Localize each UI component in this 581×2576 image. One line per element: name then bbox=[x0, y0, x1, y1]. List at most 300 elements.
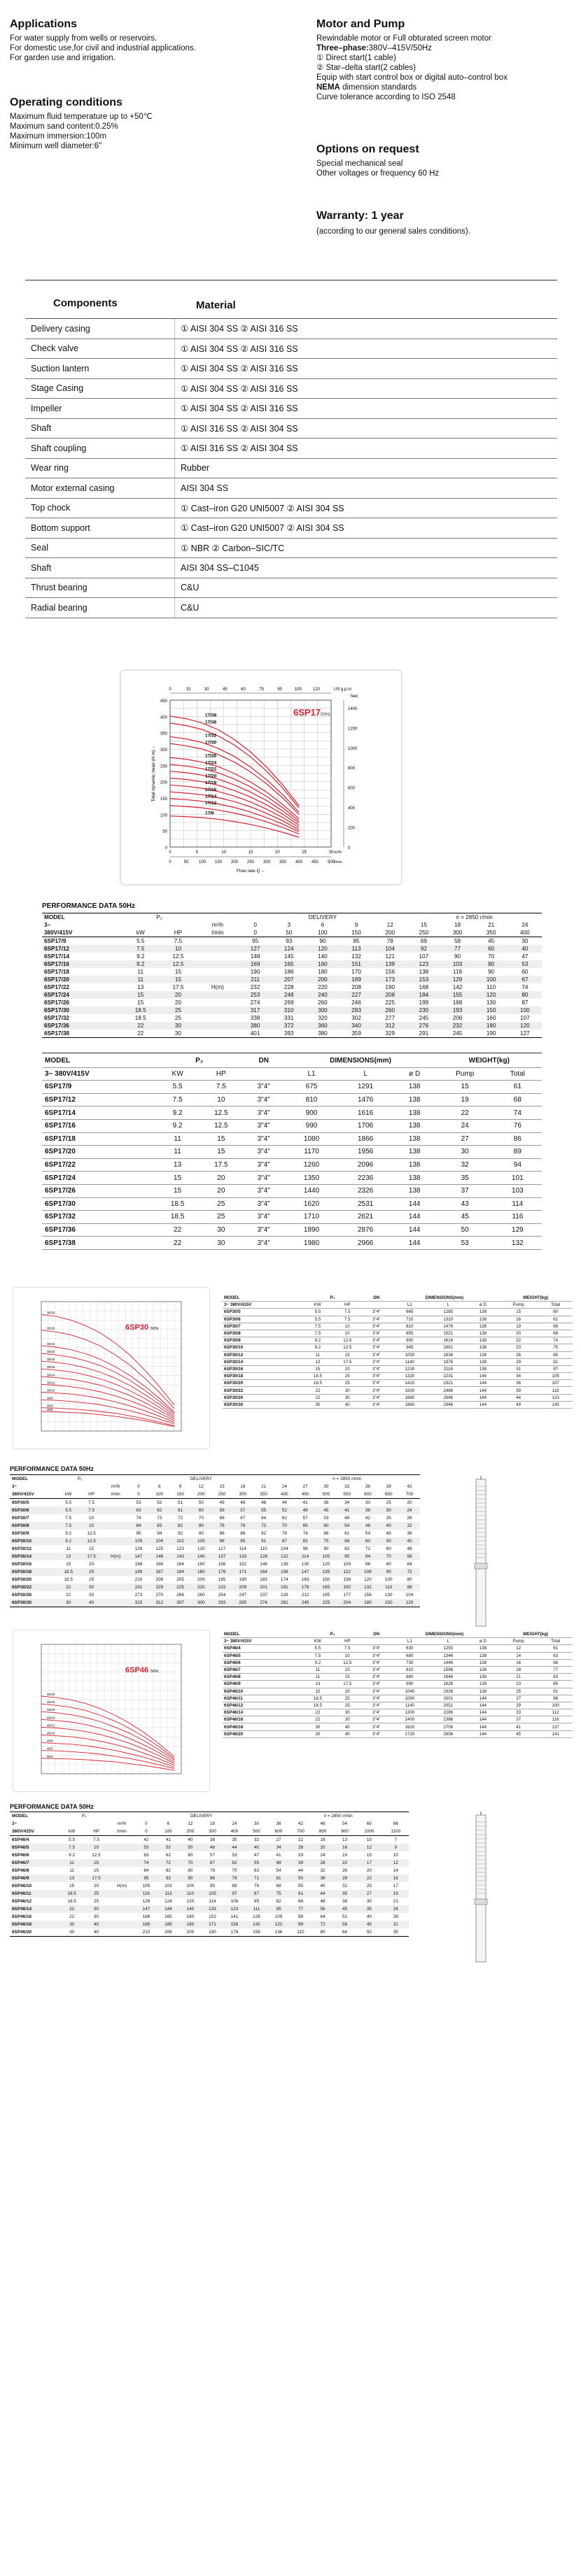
hp-value: 40 bbox=[80, 1599, 103, 1607]
head-value: 63 bbox=[144, 1853, 149, 1858]
q-m3h-value: 15 bbox=[219, 1484, 225, 1489]
dim-value: 1860 bbox=[391, 1401, 429, 1408]
table-header-row bbox=[223, 1638, 573, 1645]
head-value: 87 bbox=[274, 1537, 295, 1545]
dim-value: 1710 bbox=[284, 1211, 338, 1224]
head-value: 68 bbox=[337, 1537, 358, 1545]
dim-value: 138 bbox=[468, 1666, 498, 1673]
head-value: 51 bbox=[178, 1500, 183, 1505]
table-row bbox=[42, 1132, 542, 1146]
head-value: 168 bbox=[419, 984, 429, 990]
head-value: 260 bbox=[197, 1593, 205, 1597]
dim-value: 141 bbox=[538, 1730, 573, 1737]
kw-value: 7.5 bbox=[57, 1522, 80, 1530]
table-cell bbox=[108, 1851, 135, 1859]
head-value: 183 bbox=[260, 1577, 267, 1582]
head-value: 210 bbox=[135, 1928, 158, 1937]
head-value: 247 bbox=[239, 1593, 247, 1597]
model-name: 6SP17/30 bbox=[42, 1006, 122, 1014]
kw-value: 9.2 bbox=[136, 953, 145, 960]
dimensions-table-6sp30 bbox=[223, 1295, 573, 1409]
dim-value: 30 bbox=[303, 1401, 332, 1408]
head-value: 245 bbox=[295, 1599, 316, 1607]
model-header: MODEL bbox=[42, 1055, 155, 1067]
model-name: 6SP46/6 bbox=[12, 1853, 29, 1858]
head-value: 80 bbox=[386, 1562, 391, 1567]
model-name: 6SP17/22 bbox=[42, 1158, 155, 1172]
head-value: 45 bbox=[334, 1905, 356, 1913]
performance-curve-chart-6sp30 bbox=[13, 1288, 209, 1449]
model-name: 6SP30/10 bbox=[223, 1344, 303, 1351]
dim-value: 112 bbox=[538, 1709, 573, 1716]
dim-value: 2486 bbox=[429, 1387, 468, 1394]
head-value: 285 bbox=[232, 1599, 253, 1607]
model-name: 6SP17/36 bbox=[42, 1022, 122, 1030]
dim-value: 810 bbox=[391, 1666, 429, 1673]
pump-drawing-6sp46 bbox=[470, 1812, 491, 1965]
dim-value: 30 bbox=[332, 1709, 362, 1716]
model-name: 6SP30/9 bbox=[223, 1337, 303, 1344]
dim-value: 25 bbox=[200, 1211, 243, 1224]
q-lmin-value: 300 bbox=[202, 1828, 224, 1836]
head-value: 176 bbox=[223, 1928, 246, 1937]
component-row bbox=[25, 538, 557, 558]
dim-value: 2806 bbox=[429, 1730, 468, 1737]
q-lmin-value: 450 bbox=[295, 1490, 316, 1499]
head-value: 200 bbox=[306, 976, 340, 983]
weight-header: WEIGHT(kg) bbox=[437, 1055, 542, 1067]
dim-value: 3"4" bbox=[363, 1709, 391, 1716]
q-m3h-value: 36 bbox=[276, 1821, 281, 1826]
hp-value: 7.5 bbox=[88, 1500, 95, 1505]
component-material: AISI 304 SS–C1045 bbox=[175, 558, 558, 578]
q-lmin-value: 200 bbox=[190, 1490, 211, 1499]
dim-value: 1616 bbox=[429, 1337, 468, 1344]
x-bottom-tick-label: 200 bbox=[230, 860, 239, 864]
dim-value: 44 bbox=[498, 1394, 538, 1401]
dim-value: 138 bbox=[468, 1681, 498, 1688]
dim-value: 730 bbox=[391, 1659, 429, 1666]
head-value: 166 bbox=[155, 1562, 164, 1567]
dim-value: 27 bbox=[498, 1695, 538, 1702]
component-row bbox=[25, 359, 557, 379]
hp-value: 20 bbox=[89, 1562, 94, 1567]
warranty-section bbox=[316, 210, 470, 236]
head-value: 110 bbox=[378, 1584, 399, 1591]
head-value: 111 bbox=[246, 1905, 268, 1913]
q-m3h-value: 15 bbox=[420, 922, 427, 928]
series-label: 46/20 bbox=[47, 1693, 55, 1696]
dim-value: 3"4" bbox=[243, 1197, 284, 1211]
head-value: 46 bbox=[261, 1500, 267, 1505]
head-value: 35 bbox=[386, 1516, 391, 1521]
series-label: 30/12 bbox=[47, 1381, 55, 1385]
dim-value: 138 bbox=[393, 1106, 437, 1120]
dim-value: 138 bbox=[468, 1365, 498, 1372]
head-value: 82 bbox=[295, 1537, 316, 1545]
dim-value: 1140 bbox=[391, 1702, 429, 1709]
head-value: 231 bbox=[128, 1584, 149, 1591]
table-row bbox=[223, 1373, 573, 1380]
head-value: 77 bbox=[440, 945, 474, 953]
dim-value: 1476 bbox=[339, 1093, 393, 1106]
kw-value: 5.5 bbox=[69, 1837, 76, 1842]
component-name: Impeller bbox=[25, 399, 175, 419]
motor-line-1: Rewindable motor or Full obturated screen motor bbox=[316, 34, 491, 43]
head-value: 123 bbox=[407, 960, 440, 968]
speed-header: n = 2850 r/min bbox=[274, 1475, 421, 1483]
head-value: 92 bbox=[178, 1531, 183, 1536]
dim-value: 810 bbox=[391, 1323, 429, 1330]
dim-value: 13 bbox=[303, 1681, 332, 1688]
components-table bbox=[25, 319, 557, 618]
model-name: 6SP46/11 bbox=[223, 1695, 303, 1702]
dim-value: 1320 bbox=[429, 1316, 468, 1323]
dim-value: 12.5 bbox=[332, 1659, 362, 1666]
hp-value: 25 bbox=[84, 1890, 108, 1898]
dim-value: 710 bbox=[391, 1316, 429, 1323]
head-value: 104 bbox=[281, 1546, 288, 1551]
kw-value: 18.5 bbox=[67, 1899, 76, 1904]
kw-value: 30 bbox=[59, 1928, 84, 1937]
hp-value: 25 bbox=[93, 1899, 99, 1904]
table-cell bbox=[80, 1483, 103, 1490]
y-right-tick-label: 1200 bbox=[348, 727, 358, 732]
table-cell bbox=[59, 1820, 84, 1828]
options-line-2: Other voltages or frequency 60 Hz bbox=[316, 169, 440, 178]
series-label: 30/20 bbox=[47, 1350, 55, 1353]
dim-value: 945 bbox=[391, 1344, 429, 1351]
dim-value: 23 bbox=[498, 1344, 538, 1351]
head-value: 32 bbox=[342, 1884, 348, 1888]
q-lmin-value: 250 bbox=[407, 929, 440, 937]
dim-value: 17.5 bbox=[332, 1358, 362, 1365]
head-value: 74 bbox=[136, 1516, 141, 1521]
dim-value: 5.5 bbox=[303, 1645, 332, 1652]
head-value: 53 bbox=[232, 1853, 237, 1858]
dim-value: 138 bbox=[393, 1081, 437, 1094]
dim-value: 30 bbox=[437, 1146, 493, 1159]
hp-value: 30 bbox=[93, 1914, 99, 1919]
dim-value: 15 bbox=[332, 1351, 362, 1358]
q-lmin-value: 500 bbox=[246, 1828, 268, 1836]
head-value: 24 bbox=[320, 1853, 326, 1858]
dim-value: 27 bbox=[437, 1132, 493, 1146]
head-value: 84 bbox=[128, 1522, 149, 1530]
head-value: 98 bbox=[211, 1537, 232, 1545]
dim-value: 3"4" bbox=[243, 1237, 284, 1250]
head-value: 114 bbox=[295, 1553, 316, 1560]
dim-value: 83 bbox=[538, 1674, 573, 1681]
series-label: 17/12 bbox=[205, 801, 217, 806]
dim-value: 97 bbox=[538, 1365, 573, 1372]
head-value: 225 bbox=[316, 1599, 337, 1607]
dim-value: 990 bbox=[284, 1119, 338, 1132]
model-name: 6SP30/22 bbox=[223, 1387, 303, 1394]
x-bottom-tick-label: 100 bbox=[198, 860, 206, 864]
head-value: 95 bbox=[267, 1905, 290, 1913]
dim-value: 68 bbox=[493, 1093, 542, 1106]
dim-value: 18 bbox=[498, 1666, 538, 1673]
head-value: 179 bbox=[295, 1584, 316, 1591]
series-label: 30/30 bbox=[47, 1311, 55, 1315]
head-value: 393 bbox=[272, 1030, 306, 1038]
model-name: 6SP17/38 bbox=[42, 1030, 122, 1038]
motor-section bbox=[316, 18, 507, 102]
dim-value: 16 bbox=[498, 1659, 538, 1666]
applications-title: Applications bbox=[10, 18, 78, 30]
performance-table-6sp17 bbox=[42, 913, 542, 1038]
component-material: AISI 304 SS bbox=[175, 478, 558, 499]
dim-value: 3"4" bbox=[363, 1702, 391, 1709]
table-cell bbox=[108, 1812, 135, 1821]
op-line-2: Maximum sand content:0.25% bbox=[10, 122, 118, 131]
kw-value: 22 bbox=[57, 1584, 80, 1591]
table-cell bbox=[108, 1844, 135, 1851]
model-name: 6SP30/7 bbox=[223, 1323, 303, 1330]
head-value: 40 bbox=[399, 1537, 420, 1545]
head-value: 123 bbox=[223, 1905, 246, 1913]
dim-value: 5.5 bbox=[303, 1316, 332, 1323]
dim-value: 138 bbox=[393, 1184, 437, 1197]
model-name: 6SP30/20 bbox=[223, 1380, 303, 1387]
motor-equip: Equip with start control box or digital auto–control box bbox=[316, 73, 507, 82]
dim-value: 11 bbox=[303, 1674, 332, 1681]
head-value: 105 bbox=[202, 1890, 224, 1898]
hp-value: 17.5 bbox=[80, 1553, 103, 1560]
app-line-3: For garden use and irrigation. bbox=[10, 54, 115, 62]
dim-value: 138 bbox=[393, 1132, 437, 1146]
head-value: 200 bbox=[179, 1928, 202, 1937]
dim-value: 3"4" bbox=[243, 1184, 284, 1197]
head-value: 174 bbox=[281, 1577, 288, 1582]
dim-value: 2706 bbox=[429, 1723, 468, 1730]
model-name: 6SP17/9 bbox=[44, 938, 66, 944]
dim-value: 12 bbox=[498, 1645, 538, 1652]
q-lmin-value: 300 bbox=[232, 1490, 253, 1499]
kw-value: 15 bbox=[137, 999, 144, 1006]
head-value: 100 bbox=[475, 976, 508, 983]
head-value: 69 bbox=[420, 938, 427, 944]
head-value: 226 bbox=[281, 1593, 288, 1597]
table-row bbox=[42, 1030, 542, 1038]
table-row bbox=[10, 1928, 409, 1937]
x-bottom-tick-label: 50 bbox=[183, 860, 189, 864]
table-cell bbox=[108, 1874, 135, 1882]
head-value: 110 bbox=[260, 1546, 267, 1551]
table-header-row bbox=[42, 1055, 542, 1067]
component-row bbox=[25, 478, 557, 499]
kw-value: 15 bbox=[122, 991, 160, 999]
model-name: 6SP30/22 bbox=[10, 1584, 57, 1591]
hp-value: 40 bbox=[84, 1921, 108, 1928]
y-tick-label: 350 bbox=[160, 732, 167, 736]
pump-weight-header: Pump bbox=[498, 1302, 538, 1309]
hp-header: HP bbox=[200, 1067, 243, 1081]
dim-value: 10 bbox=[332, 1323, 362, 1330]
dim-value: 1956 bbox=[339, 1146, 393, 1159]
dim-value: 45 bbox=[437, 1211, 493, 1224]
head-value: 87 bbox=[246, 1890, 268, 1898]
head-value: 61 bbox=[290, 1890, 312, 1898]
head-value: 372 bbox=[272, 1022, 306, 1030]
head-value: 53 bbox=[136, 1500, 141, 1505]
dim-value: 1706 bbox=[339, 1119, 393, 1132]
dimensions-header: DIMENSIONS(mm) bbox=[391, 1631, 498, 1638]
dim-value: 20 bbox=[200, 1184, 243, 1197]
dim-value: 11 bbox=[303, 1666, 332, 1673]
head-value: 150 bbox=[322, 1577, 330, 1582]
head-value: 123 bbox=[176, 1546, 184, 1551]
q-m3h-value: 0 bbox=[145, 1821, 148, 1826]
l1-header: L1 bbox=[391, 1302, 429, 1309]
hp-value: 12.5 bbox=[160, 960, 197, 968]
head-value: 260 bbox=[318, 999, 328, 1006]
component-name: Seal bbox=[25, 538, 175, 558]
dim-value: 3"4" bbox=[243, 1172, 284, 1185]
chart-title: 6SP46 bbox=[125, 1666, 149, 1674]
dim-value: 3"4" bbox=[363, 1316, 391, 1323]
head-value: 57 bbox=[302, 1516, 308, 1521]
head-value: 54 bbox=[276, 1868, 281, 1873]
q-lmin-value: 1100 bbox=[383, 1828, 409, 1836]
head-value: 158 bbox=[246, 1928, 268, 1937]
head-value: 155 bbox=[440, 991, 474, 999]
hp-value: 15 bbox=[160, 976, 197, 983]
head-value: 16 bbox=[320, 1837, 326, 1842]
head-value: 49 bbox=[219, 1500, 225, 1505]
series-label: 46/16 bbox=[47, 1708, 55, 1712]
q-lmin-value: 700 bbox=[290, 1828, 312, 1836]
head-value: 120 bbox=[186, 1899, 195, 1904]
head-value: 100 bbox=[508, 1006, 542, 1014]
q-m3h-value: 18 bbox=[209, 1821, 215, 1826]
head-value: 105 bbox=[316, 1553, 337, 1560]
dim-value: 13 bbox=[155, 1158, 199, 1172]
options-line-1: Special mechanical seal bbox=[316, 159, 403, 168]
dim-value: 2876 bbox=[339, 1223, 393, 1237]
dim-value: 990 bbox=[391, 1681, 429, 1688]
table-cell bbox=[108, 1928, 135, 1937]
head-value: 15 bbox=[366, 1853, 372, 1858]
head-value: 53 bbox=[323, 1516, 329, 1521]
head-value: 80 bbox=[407, 1577, 412, 1582]
dimensions-header: DIMENSIONS(mm) bbox=[284, 1055, 436, 1067]
dim-value: 15 bbox=[155, 1184, 199, 1197]
head-value: 100 bbox=[384, 1577, 393, 1582]
head-value: 160 bbox=[197, 1562, 205, 1567]
component-row bbox=[25, 518, 557, 539]
dim-value: 2326 bbox=[339, 1184, 393, 1197]
dim-value: 145 bbox=[538, 1401, 573, 1408]
dim-value: 144 bbox=[393, 1211, 437, 1224]
dim-value: 138 bbox=[468, 1316, 498, 1323]
dim-value: 3"4" bbox=[363, 1695, 391, 1702]
dim-value: 20 bbox=[332, 1688, 362, 1695]
x-tick-label: 25 bbox=[302, 851, 307, 855]
dim-value: 16 bbox=[498, 1316, 538, 1323]
head-value: 152 bbox=[239, 1562, 247, 1567]
head-value: 63 bbox=[253, 1868, 260, 1873]
table-row bbox=[42, 1237, 542, 1250]
head-value: 98 bbox=[302, 1546, 308, 1551]
chart-title-sub: 50Hz bbox=[321, 713, 331, 717]
head-value: 106 bbox=[230, 1899, 239, 1904]
head-value: 125 bbox=[155, 1546, 164, 1551]
head-value: 64 bbox=[320, 1914, 326, 1919]
head-value: 78 bbox=[211, 1522, 232, 1530]
dim-value: 24 bbox=[437, 1119, 493, 1132]
dim-value: 3"4" bbox=[243, 1211, 284, 1224]
dim-value: 138 bbox=[468, 1344, 498, 1351]
head-value: 180 bbox=[358, 1599, 379, 1607]
head-value: 132 bbox=[351, 953, 361, 960]
dim-value: 2946 bbox=[429, 1401, 468, 1408]
head-value: 72 bbox=[399, 1568, 420, 1576]
dim-value: 22 bbox=[303, 1716, 332, 1723]
dim-value: 1866 bbox=[339, 1132, 393, 1146]
pump-inlet bbox=[475, 1563, 487, 1569]
dim-value: 1050 bbox=[391, 1351, 429, 1358]
kw-header: KW bbox=[303, 1638, 332, 1645]
table-cell bbox=[108, 1890, 135, 1898]
table-row bbox=[223, 1309, 573, 1316]
dim-value: 138 bbox=[468, 1674, 498, 1681]
kw-value: 7.5 bbox=[122, 945, 160, 953]
head-value: 80 bbox=[475, 960, 508, 968]
dim-value: 53 bbox=[437, 1237, 493, 1250]
dim-value: 34 bbox=[498, 1373, 538, 1380]
component-row bbox=[25, 319, 557, 339]
head-value: 110 bbox=[179, 1890, 202, 1898]
series-line bbox=[170, 733, 299, 812]
kw-header: kW bbox=[59, 1828, 84, 1836]
y-tick-label: 50 bbox=[162, 830, 167, 834]
dim-value: 138 bbox=[468, 1337, 498, 1344]
head-value: 95 bbox=[252, 938, 259, 944]
kw-value: 7.5 bbox=[59, 1844, 84, 1851]
table-row bbox=[223, 1659, 573, 1666]
head-value: 90 bbox=[488, 969, 495, 975]
table-row bbox=[10, 1499, 420, 1507]
head-value: 254 bbox=[218, 1593, 226, 1597]
dim-value: 18.5 bbox=[303, 1380, 332, 1387]
table-row bbox=[10, 1568, 420, 1576]
dim-value: 77 bbox=[538, 1666, 573, 1673]
table-row bbox=[223, 1666, 573, 1673]
table-row bbox=[10, 1913, 409, 1921]
table-row bbox=[223, 1645, 573, 1652]
x-tick-label: 0 bbox=[169, 851, 172, 855]
model-name: 6SP30/9 bbox=[12, 1531, 29, 1536]
q-unit-lmin: l/min bbox=[103, 1490, 128, 1499]
three-phase-value: 380V–415V/50Hz bbox=[368, 44, 432, 52]
l-header: L bbox=[429, 1302, 468, 1309]
table-cell bbox=[122, 921, 160, 929]
kw-header: KW bbox=[155, 1067, 199, 1081]
hp-value: 30 bbox=[160, 1030, 197, 1038]
dim-value: 3"4" bbox=[363, 1387, 391, 1394]
table-row bbox=[42, 1184, 542, 1197]
series-label: 46/6 bbox=[47, 1746, 53, 1751]
dim-value: 3"4" bbox=[363, 1330, 391, 1337]
dim-value: 40 bbox=[332, 1723, 362, 1730]
head-value: 57 bbox=[232, 1507, 253, 1514]
q-m3h-value: 30 bbox=[323, 1484, 329, 1489]
dim-value: 30 bbox=[332, 1387, 362, 1394]
head-value: 83 bbox=[149, 1522, 170, 1530]
table-row bbox=[10, 1514, 420, 1522]
